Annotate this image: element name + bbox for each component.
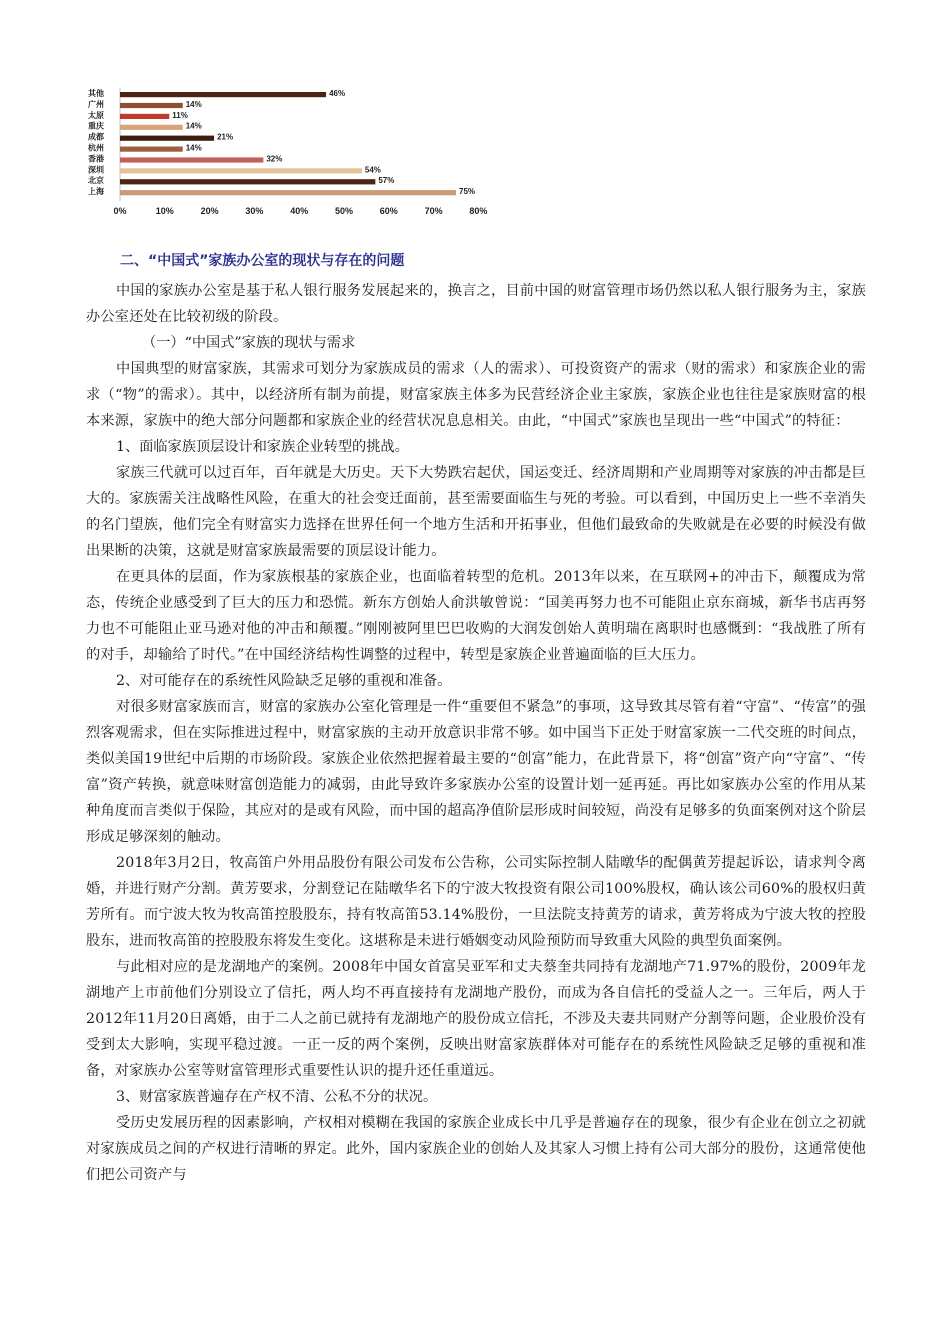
chart-value-label: 14% bbox=[185, 99, 202, 109]
chart-bar bbox=[120, 147, 183, 152]
chart-x-tick-label: 60% bbox=[379, 206, 398, 216]
chart-value-label: 46% bbox=[329, 89, 346, 98]
intro-paragraph: 中国的家族办公室是基于私人银行服务发展起来的，换言之，目前中国的财富管理市场仍然以私人银行服务为主，家族办公室还处在比较初级的阶段。 bbox=[86, 283, 866, 325]
point-heading-1: 1、面临家族顶层设计和家族企业转型的挑战。 bbox=[116, 439, 409, 455]
chart-x-tick-label: 20% bbox=[200, 206, 219, 216]
chart-value-label: 11% bbox=[172, 110, 188, 120]
paragraph-needs: 中国典型的财富家族，其需求可划分为家族成员的需求（人的需求）、可投资资产的需求（财的需求）和家族企业的需求（“物”的需求）。其中，以经济所有制为前提，财富家族主体多为民营经济企业主家族，家族企业也往往是家族财富的根本来源，家族中的绝大部分问题都和家族企业的经营状况息息相关。由此，“中国式”家族也呈现出一些“中国式”的特征： bbox=[86, 361, 866, 429]
chart-value-label: 32% bbox=[266, 154, 283, 164]
chart-category-label: 成都 bbox=[88, 132, 104, 142]
chart-category-label: 上海 bbox=[88, 187, 104, 197]
chart-x-tick-label: 30% bbox=[245, 206, 264, 216]
point-heading-3: 3、财富家族普遍存在产权不清、公私不分的状况。 bbox=[116, 1089, 438, 1105]
chart-category-label: 香港 bbox=[88, 154, 104, 164]
point-heading-2: 2、对可能存在的系统性风险缺乏足够的重视和准备。 bbox=[116, 673, 452, 689]
paragraph-systemic-risk: 对很多财富家族而言，财富的家族办公室化管理是一件“重要但不紧急”的事项，这导致其尽管有着“守富”、“传富”的强烈客观需求，但在实际推进过程中，财富家族的主动开放意识非常不够。如中国当下正处于财富家族一二代交班的时间点，类似美国19世纪中后期的市场阶段。家族企业依然把握着最主要的“创富”能力，在此背景下，将“创富”资产向“守富”、“传富”资产转换，就意味财富创造能力的减弱，由此导致许多家族办公室的设置计划一延再延。再比如家族办公室的作用从某种角度而言类似于保险，其应对的是或有风险，而中国的超高净值阶层形成时间较短，尚没有足够多的负面案例对这个阶层形成足够深刻的触动。 bbox=[86, 699, 866, 845]
chart-category-label: 广州 bbox=[88, 99, 104, 109]
chart-category-label: 杭州 bbox=[88, 143, 104, 153]
chart-value-label: 14% bbox=[185, 121, 202, 131]
chart-bar bbox=[120, 179, 375, 184]
chart-x-tick-label: 70% bbox=[424, 206, 443, 216]
paragraph-mugaodi-case: 2018年3月2日，牧高笛户外用品股份有限公司发布公告称，公司实际控制人陆暾华的配偶黄芳提起诉讼，请求判令离婚，并进行财产分割。黄芳要求，分割登记在陆暾华名下的宁波大牧投资有限公司100%股权，确认该公司60%的股权归黄芳所有。而宁波大牧为牧高笛控股股东，持有牧高笛53.14%股份，一旦法院支持黄芳的请求，黄芳将成为宁波大牧的控股股东，进而牧高笛的控股股东将发生变化。这堪称是未进行婚姻变动风险预防而导致重大风险的典型负面案例。 bbox=[86, 855, 866, 949]
chart-category-label: 深圳 bbox=[88, 165, 104, 175]
chart-category-label: 重庆 bbox=[88, 121, 104, 131]
chart-value-label: 54% bbox=[364, 165, 381, 175]
paragraph-transformation: 在更具体的层面，作为家族根基的家族企业，也面临着转型的危机。2013年以来，在互联网+的冲击下，颠覆成为常态，传统企业感受到了巨大的压力和恐慌。新东方创始人俞洪敏曾说：“国美再努力也不可能阻止京东商城，新华书店再努力也不可能阻止亚马逊对他的冲击和颠覆。”刚刚被阿里巴巴收购的大润发创始人黄明瑞在离职时也感慨到：“我战胜了所有的对手，却输给了时代。”在中国经济结构性调整的过程中，转型是家族企业普遍面临的巨大压力。 bbox=[86, 569, 866, 663]
chart-value-label: 14% bbox=[185, 143, 202, 153]
subsection-heading: （一）“中国式”家族的现状与需求 bbox=[142, 335, 356, 351]
chart-x-tick-label: 50% bbox=[334, 206, 354, 216]
chart-x-tick-label: 40% bbox=[290, 206, 309, 216]
chart-value-label: 75% bbox=[459, 187, 476, 197]
paragraph-family-history: 家族三代就可以过百年，百年就是大历史。天下大势跌宕起伏，国运变迁、经济周期和产业周期等对家族的冲击都是巨大的。家族需关注战略性风险，在重大的社会变迁面前，甚至需要面临生与死的考验。可以看到，中国历史上一些不幸消失的名门望族，他们完全有财富实力选择在世界任何一个地方生活和开拓事业，但他们最致命的失败就是在必要的时候没有做出果断的决策，这就是财富家族最需要的顶层设计能力。 bbox=[86, 465, 866, 559]
chart-value-label: 21% bbox=[217, 132, 234, 142]
chart-svg bbox=[86, 86, 526, 226]
chart-bar bbox=[120, 125, 183, 130]
chart-bar bbox=[120, 103, 183, 108]
section-title: 二、“中国式”家族办公室的现状与存在的问题 bbox=[120, 253, 405, 269]
chart-bar bbox=[120, 92, 326, 97]
chart-bar bbox=[120, 114, 169, 119]
chart-category-label: 北京 bbox=[88, 176, 104, 186]
article-body bbox=[86, 248, 866, 1188]
chart-bar bbox=[120, 190, 456, 195]
chart-value-label: 57% bbox=[378, 176, 395, 186]
chart-bar bbox=[120, 157, 263, 162]
city-bar-chart bbox=[86, 86, 526, 226]
chart-bar bbox=[120, 168, 362, 173]
chart-category-label: 其他 bbox=[88, 89, 104, 98]
chart-x-tick-label: 10% bbox=[155, 206, 174, 216]
paragraph-longfor-case: 与此相对应的是龙湖地产的案例。2008年中国女首富吴亚军和丈夫蔡奎共同持有龙湖地产71.97%的股份，2009年龙湖地产上市前他们分别设立了信托，两人均不再直接持有龙湖地产股份，而成为各自信托的受益人之一。三年后，两人于2012年11月20日离婚，由于二人之前已就持有龙湖地产的股份成立信托，不涉及夫妻共同财产分割等问题，企业股价没有受到太大影响，实现平稳过渡。一正一反的两个案例，反映出财富家族群体对可能存在的系统性风险缺乏足够的重视和准备，对家族办公室等财富管理形式重要性认识的提升还任重道远。 bbox=[86, 959, 866, 1079]
chart-x-tick-label: 80% bbox=[469, 206, 488, 216]
chart-x-tick-label: 0% bbox=[113, 206, 127, 216]
paragraph-property-rights: 受历史发展历程的因素影响，产权相对模糊在我国的家族企业成长中几乎是普遍存在的现象，很少有企业在创立之初就对家族成员之间的产权进行清晰的界定。此外，国内家族企业的创始人及其家人习惯上持有公司大部分的股份，这通常使他们把公司资产与 bbox=[86, 1115, 866, 1183]
chart-category-label: 太原 bbox=[88, 110, 104, 120]
chart-bar bbox=[120, 136, 214, 141]
